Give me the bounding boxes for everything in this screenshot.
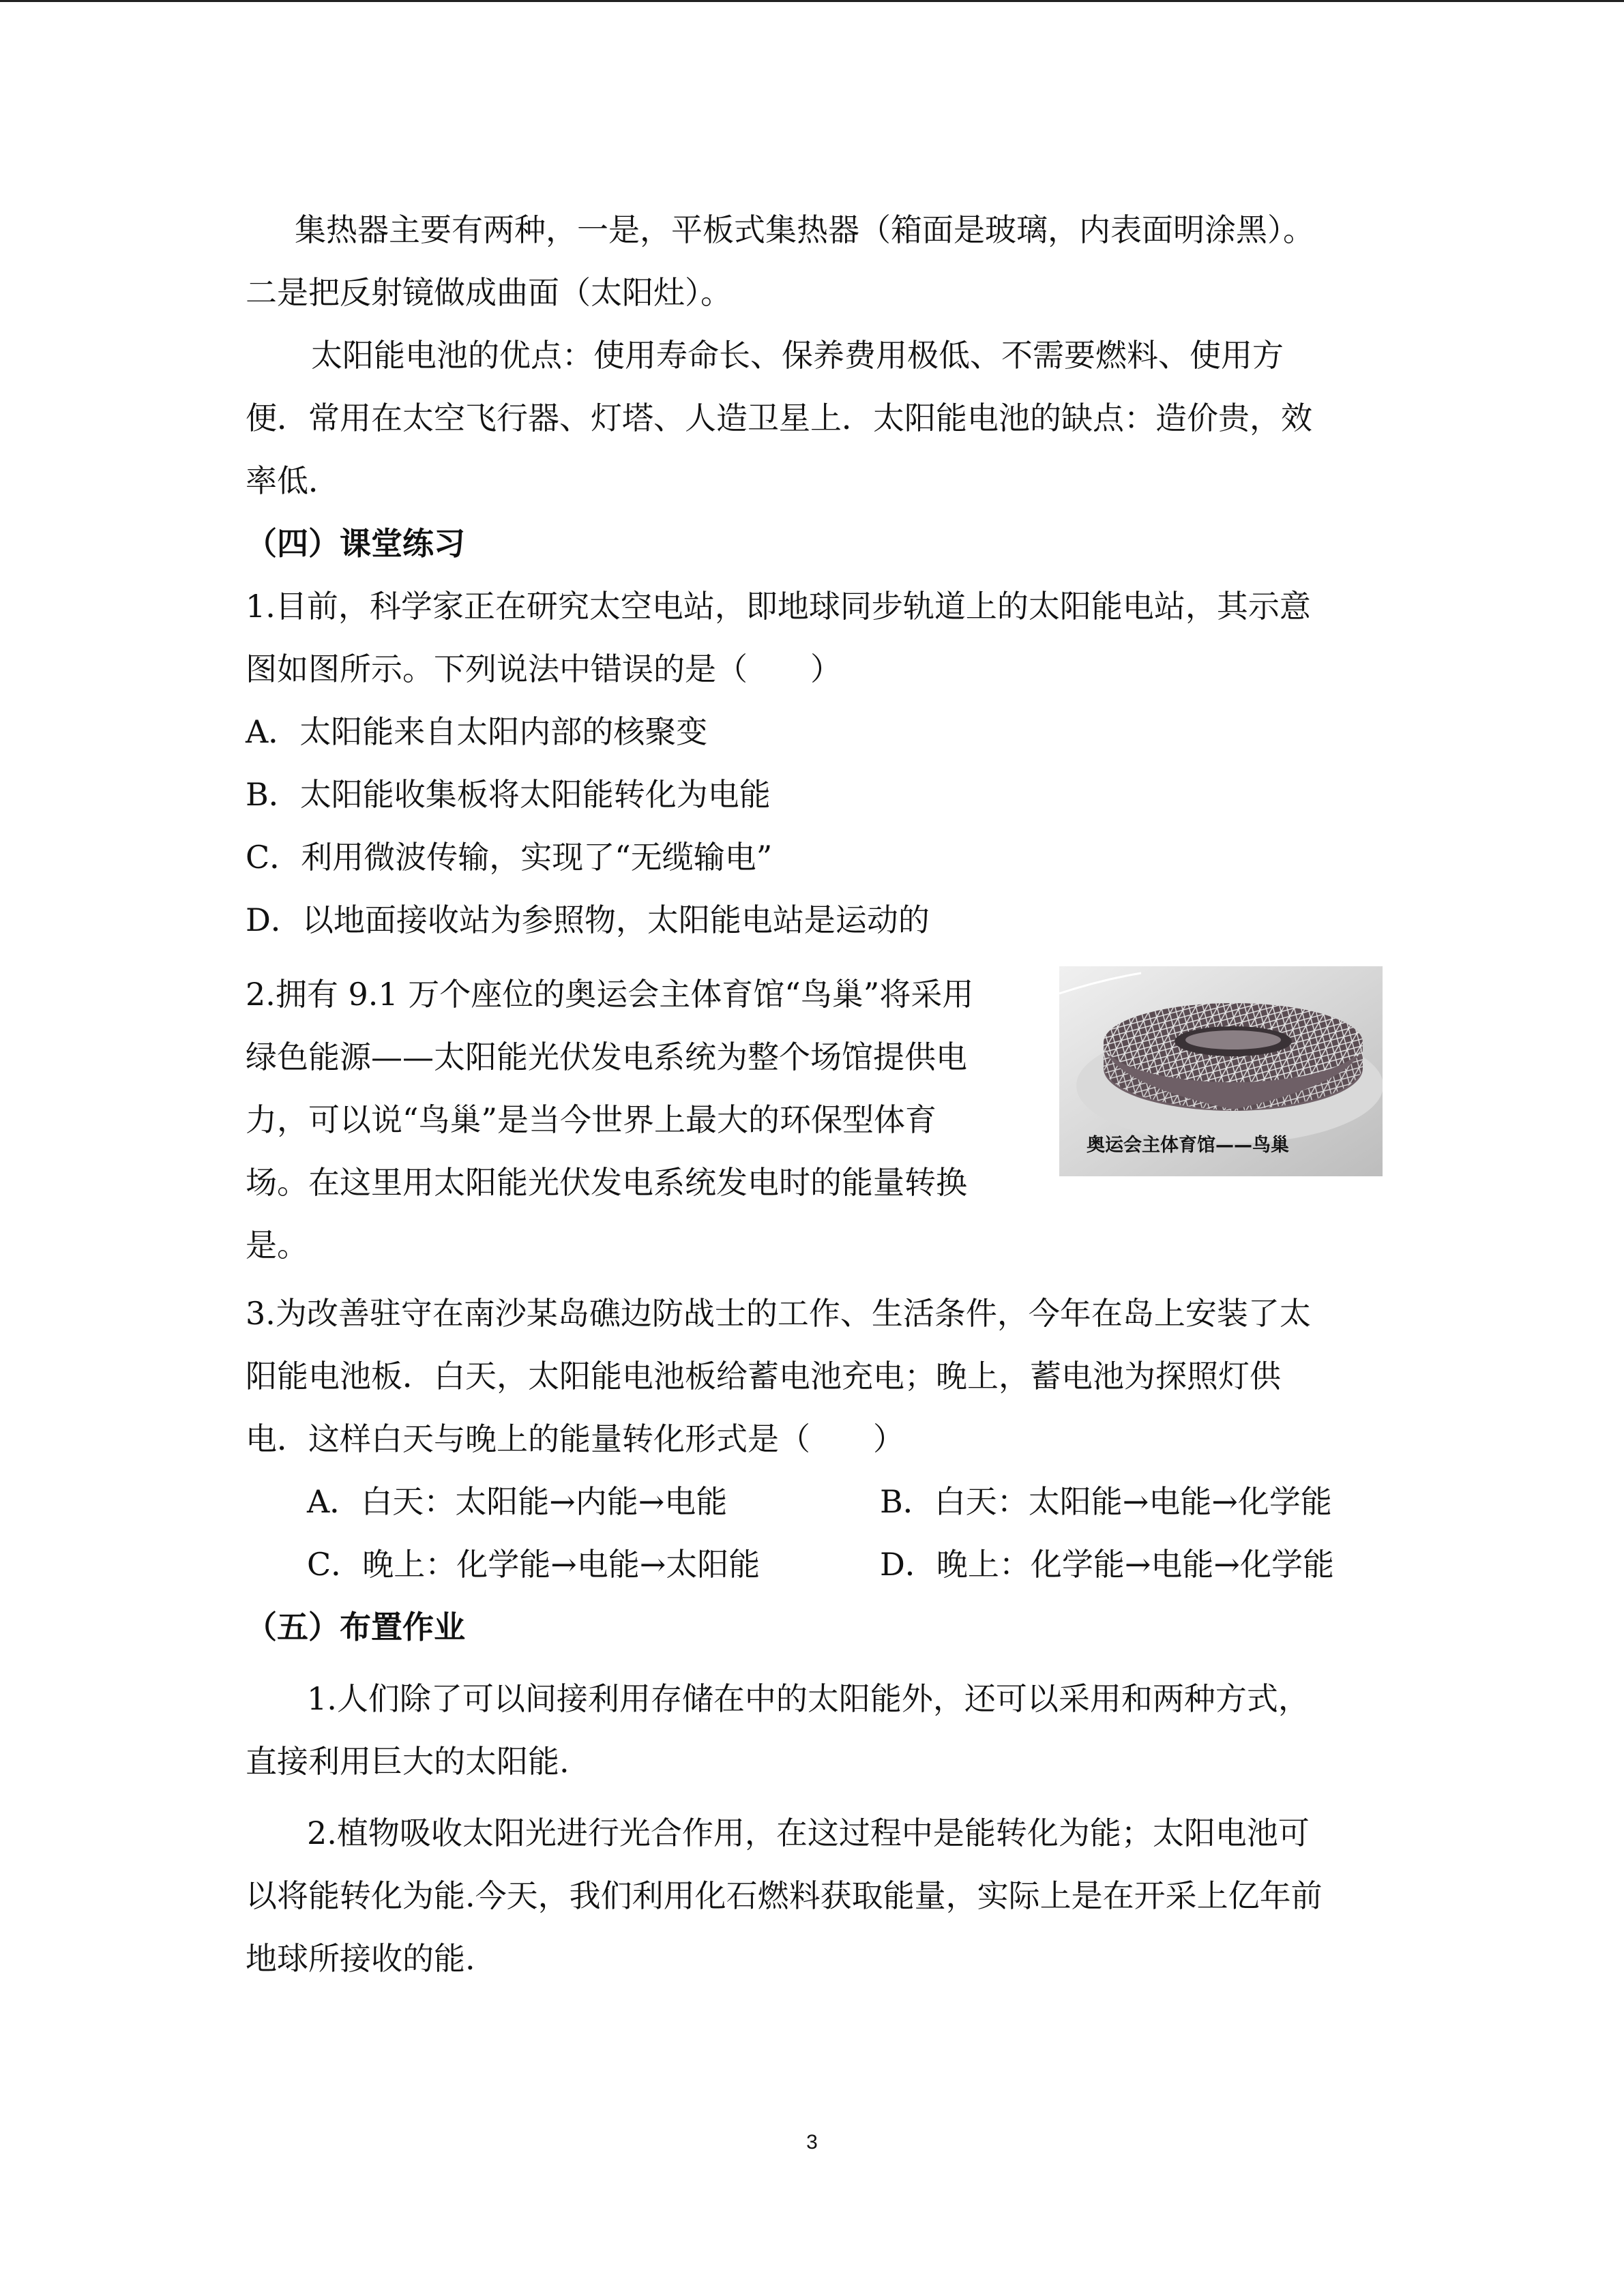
- q3-line-3: 电．这样白天与晚上的能量转化形式是（ ）: [246, 1420, 904, 1457]
- q3-option-d: D．晚上：化学能→电能→化学能: [880, 1546, 1334, 1583]
- hw2-line-2: 以将能转化为能.今天，我们利用化石燃料获取能量，实际上是在开采上亿年前: [246, 1877, 1323, 1914]
- photo-caption: 奥运会主体育馆——鸟巢: [1087, 1135, 1289, 1156]
- top-border: [0, 0, 1624, 2]
- hw2-line-1: 2.植物吸收太阳光进行光合作用，在这过程中是能转化为能；太阳电池可: [307, 1815, 1310, 1851]
- q3-option-c: C．晚上：化学能→电能→太阳能: [307, 1546, 761, 1583]
- q3-line-2: 阳能电池板．白天，太阳能电池板给蓄电池充电；晚上，蓄电池为探照灯供: [246, 1358, 1281, 1395]
- collector-line-1: 集热器主要有两种，一是，平板式集热器（箱面是玻璃，内表面明涂黑）。: [295, 211, 1314, 248]
- q1-option-d: D．以地面接收站为参照物，太阳能电站是运动的: [246, 901, 930, 938]
- collector-line-2: 二是把反射镜做成曲面（太阳灶）。: [246, 274, 732, 311]
- q2-line-4: 场。在这里用太阳能光伏发电系统发电时的能量转换: [246, 1164, 967, 1201]
- q3-option-b: B．白天：太阳能→电能→化学能: [880, 1483, 1332, 1520]
- hw1-line-1: 1.人们除了可以间接利用存储在中的太阳能外，还可以采用和两种方式，: [307, 1680, 1310, 1717]
- q1-line-2: 图如图所示。下列说法中错误的是（ ）: [246, 651, 842, 687]
- q2-line-1: 2.拥有 9.1 万个座位的奥运会主体育馆“鸟巢”将采用: [246, 976, 974, 1013]
- page-number: 3: [806, 2131, 818, 2153]
- q3-line-1: 3.为改善驻守在南沙某岛礁边防战士的工作、生活条件，今年在岛上安装了太: [246, 1295, 1311, 1332]
- q2-line-5: 是。: [246, 1227, 308, 1264]
- solar-cell-line-1: 太阳能电池的优点：使用寿命长、保养费用极低、不需要燃料、使用方: [311, 337, 1284, 374]
- solar-cell-line-2: 便．常用在太空飞行器、灯塔、人造卫星上．太阳能电池的缺点：造价贵，效: [246, 400, 1312, 436]
- birds-nest-stadium-photo: [1059, 966, 1383, 1176]
- hw2-line-3: 地球所接收的能.: [246, 1940, 475, 1977]
- q3-option-a: A．白天：太阳能→内能→电能: [307, 1483, 728, 1520]
- section-5-heading: （五）布置作业: [246, 1609, 465, 1645]
- q1-option-b: B．太阳能收集板将太阳能转化为电能: [246, 776, 771, 813]
- q1-line-1: 1.目前，科学家正在研究太空电站，即地球同步轨道上的太阳能电站，其示意: [246, 588, 1311, 625]
- q2-line-2: 绿色能源——太阳能光伏发电系统为整个场馆提供电: [246, 1039, 967, 1075]
- q1-option-a: A．太阳能来自太阳内部的核聚变: [246, 713, 708, 750]
- hw1-line-2: 直接利用巨大的太阳能.: [246, 1743, 570, 1780]
- q2-line-3: 力，可以说“鸟巢”是当今世界上最大的环保型体育: [246, 1101, 937, 1138]
- q1-option-c: C．利用微波传输，实现了“无缆输电”: [246, 839, 773, 876]
- section-4-heading: （四）课堂练习: [246, 525, 465, 562]
- solar-cell-line-3: 率低．: [246, 462, 340, 499]
